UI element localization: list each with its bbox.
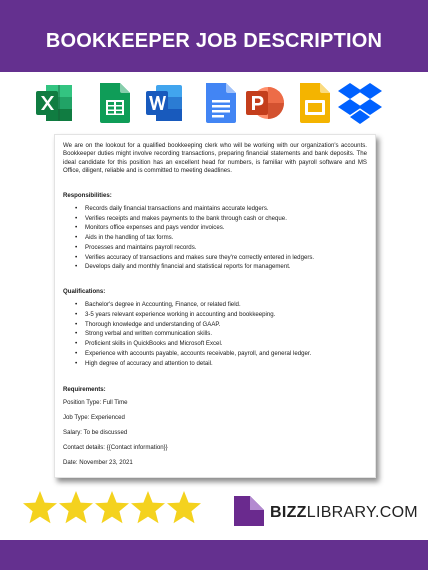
salary: Salary: To be discussed	[63, 428, 128, 436]
dropbox-icon	[336, 81, 384, 125]
date: Date: November 23, 2021	[63, 458, 133, 466]
contact-details: Contact details: {{Contact information}}	[63, 443, 168, 451]
responsibilities-heading: Responsibilities:	[63, 191, 112, 199]
qualifications-heading: Qualifications:	[63, 287, 106, 295]
header-band	[0, 0, 428, 72]
responsibilities-list	[63, 204, 367, 272]
list-item: • Verifies accuracy of transactions and makes sure they're correctly entered in ledgers.	[63, 253, 367, 263]
intro-paragraph: We are on the lookout for a qualified bookkeeping clerk who will be working with our organization's accounts. Bookkeeper duties might involve recording transactions, preparing financial statements and bank deposits. The ideal candidate for this position has an excellent head for numbers, is familiar with payroll software and MS Office, diligent, reliable and is committed to meeting deadlines.	[63, 142, 367, 175]
google-docs-icon	[200, 81, 240, 125]
star-icon	[58, 490, 94, 526]
bizzlibrary-logo[interactable]	[232, 494, 418, 530]
app-icons-row	[0, 78, 428, 128]
job-type: Job Type: Experienced	[63, 413, 125, 421]
powerpoint-icon	[244, 81, 284, 125]
list-item: • Records daily financial transactions and maintains accurate ledgers.	[63, 204, 367, 214]
list-item: • High degree of accuracy and attention to detail.	[63, 359, 367, 369]
brand-name-bold: BIZZ	[270, 504, 307, 521]
list-item: • Develops daily and monthly financial and statistical reports for management.	[63, 262, 367, 272]
list-item: • Proficient skills in QuickBooks and Microsoft Excel.	[63, 339, 367, 349]
google-slides-icon	[294, 81, 334, 125]
list-item: • Verifies receipts and makes payments to the bank through cash or cheque.	[63, 214, 367, 224]
job-description-document	[54, 134, 376, 478]
bizzlibrary-logo-icon	[232, 494, 266, 528]
list-item: • Aids in the handling of tax forms.	[63, 233, 367, 243]
star-icon	[22, 490, 58, 526]
requirements-heading: Requirements:	[63, 386, 106, 394]
brand-name-rest: LIBRARY.COM	[306, 504, 418, 521]
excel-icon	[34, 81, 74, 125]
star-icon	[130, 490, 166, 526]
star-icon	[94, 490, 130, 526]
position-type: Position Type: Full Time	[63, 398, 128, 406]
star-rating	[22, 490, 202, 530]
star-icon	[166, 490, 202, 526]
brand-name	[270, 504, 418, 522]
google-sheets-icon	[94, 81, 134, 125]
requirements-list	[63, 399, 367, 467]
list-item: • Monitors office expenses and pays vendor invoices.	[63, 223, 367, 233]
list-item: • Bachelor's degree in Accounting, Finance, or related field.	[63, 300, 367, 310]
list-item: • Strong verbal and written communication skills.	[63, 329, 367, 339]
list-item: • Processes and maintains payroll records.	[63, 243, 367, 253]
list-item: • 3-5 years relevant experience working in accounting and bookkeeping.	[63, 310, 367, 320]
qualifications-list	[63, 300, 367, 368]
list-item: • Thorough knowledge and understanding of GAAP.	[63, 320, 367, 330]
page-title: BOOKKEEPER JOB DESCRIPTION	[45, 30, 383, 52]
word-icon	[144, 81, 184, 125]
list-item: • Experience with accounts payable, accounts receivable, payroll, and general ledger.	[63, 349, 367, 359]
footer-band	[0, 540, 428, 570]
